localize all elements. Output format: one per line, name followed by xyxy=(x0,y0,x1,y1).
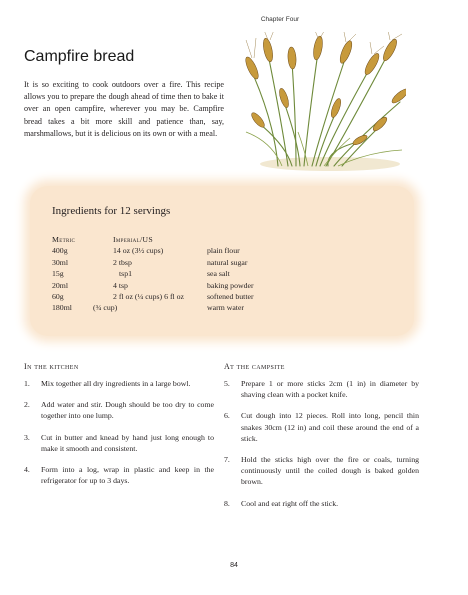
wheat-heads xyxy=(243,35,406,146)
ingredient-name: baking powder xyxy=(207,280,254,290)
imperial-value: 2 tbsp xyxy=(113,257,132,267)
step-item: 5. Prepare 1 or more sticks 2cm (1 in) in diameter by shaving clean with a pocket knife. xyxy=(224,379,419,400)
kitchen-steps xyxy=(24,378,214,496)
metric-value: 180ml xyxy=(52,303,72,313)
imperial-value: 4 tsp xyxy=(113,280,128,290)
step-item: 7. Hold the sticks high over the fire or coals, turning continuously until the coiled dough is baked golden brown. xyxy=(224,455,419,487)
imperial-value: tsp1 xyxy=(119,269,132,279)
step-text: Hold the sticks high over the fire or coals, turning continuously until the coiled dough is baked golden brown. xyxy=(241,455,419,487)
step-item: 1. Mix together all dry ingredients in a large bowl. xyxy=(24,379,191,388)
ingredients-title: Ingredients for 12 servings xyxy=(52,205,171,217)
metric-column xyxy=(52,234,75,314)
step-item: 4. Form into a log, wrap in plastic and keep in the refrigerator for up to 3 days. xyxy=(24,465,214,486)
imperial-value: 14 oz (3½ cups) xyxy=(113,246,164,256)
imperial-header: Imperial/US xyxy=(113,235,153,244)
ingredient-name: softened butter xyxy=(207,292,254,302)
step-text: Cut dough into 12 pieces. Roll into long, pencil thin snakes 30cm (12 in) and coil these around the end of a stick. xyxy=(241,411,419,443)
step-item: 8. Cool and eat right off the stick. xyxy=(224,498,339,508)
step-item: 3. Cut in butter and knead by hand just long enough to make it smooth and consistent. xyxy=(24,432,214,453)
campsite-heading: At the campsite xyxy=(224,362,285,371)
intro-paragraph: It is so exciting to cook outdoors over a fire. This recipe allows you to prepare the dough ahead of time then to bake it over an open campfire, wherever you may be. Campfire bread takes a bit more skill and patience than, say, marshmallows, but it is delicious on its own or with a meal. xyxy=(24,80,224,138)
chapter-label: Chapter Four xyxy=(260,16,300,23)
metric-value: 15g xyxy=(52,269,64,279)
ingredient-name: warm water xyxy=(207,303,245,313)
ingredient-name: sea salt xyxy=(207,269,230,279)
wheat-stems xyxy=(252,52,400,166)
ingredient-name-column xyxy=(207,234,254,314)
ingredient-name: natural sugar xyxy=(207,257,248,267)
metric-value: 30ml xyxy=(52,257,69,267)
step-item: 2. Add water and stir. Dough should be too dry to come together into one lump. xyxy=(24,400,214,421)
step-text: Cut in butter and knead by hand just long enough to make it smooth and consistent. xyxy=(41,432,214,453)
imperial-value: (¾ cup) xyxy=(93,303,118,313)
metric-value: 60g xyxy=(52,292,64,302)
metric-value: 20ml xyxy=(52,280,69,290)
imperial-column xyxy=(93,234,185,314)
page-title: Campfire bread xyxy=(24,48,135,65)
ingredient-name: plain flour xyxy=(207,246,240,256)
campsite-steps xyxy=(224,378,419,519)
step-item: 6. Cut dough into 12 pieces. Roll into long, pencil thin snakes 30cm (12 in) and coil these around the end of a stick. xyxy=(224,411,419,443)
page-number: 84 xyxy=(230,562,238,569)
step-text: Cool and eat right off the stick. xyxy=(241,498,339,508)
wheat-illustration xyxy=(238,32,406,172)
imperial-value: 2 fl oz (¼ cups) 6 fl oz xyxy=(113,292,185,302)
step-text: Prepare 1 or more sticks 2cm (1 in) in diameter by shaving clean with a pocket knife. xyxy=(241,379,419,400)
step-text: Add water and stir. Dough should be too dry to come together into one lump. xyxy=(41,400,214,421)
step-text: Form into a log, wrap in plastic and keep in the refrigerator for up to 3 days. xyxy=(41,465,214,486)
metric-value: 400g xyxy=(52,246,68,256)
kitchen-heading: In the kitchen xyxy=(24,362,79,371)
metric-header: Metric xyxy=(52,235,76,244)
step-text: Mix together all dry ingredients in a large bowl. xyxy=(41,379,191,388)
